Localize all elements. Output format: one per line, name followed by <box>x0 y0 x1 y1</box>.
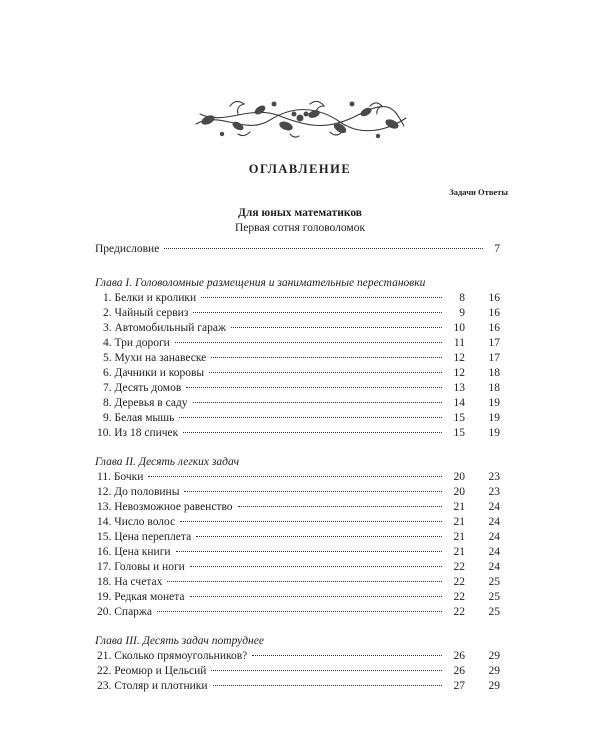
part-subtitle: Первая сотня головоломок <box>234 222 366 234</box>
columns-header: Задачи Ответы <box>449 187 508 197</box>
task-page: 21 <box>453 546 465 558</box>
toc-item-label: 13. Невозможное равенство <box>97 501 233 513</box>
dot-leader <box>211 357 442 358</box>
toc-item-label: 16. Цена книги <box>97 546 171 558</box>
table-of-contents <box>95 242 500 694</box>
dot-leader <box>176 551 442 552</box>
answer-page: 16 <box>488 307 500 319</box>
toc-row[interactable] <box>95 560 500 575</box>
chapter-title: Глава III. Десять задач потруднее <box>95 635 264 647</box>
dot-leader <box>193 402 442 403</box>
toc-row[interactable] <box>95 336 500 351</box>
answer-page: 25 <box>488 576 500 588</box>
task-page: 22 <box>453 606 465 618</box>
toc-row[interactable] <box>95 500 500 515</box>
toc-row[interactable] <box>95 366 500 381</box>
preface-label: Предисловие <box>95 243 160 255</box>
dot-leader <box>252 655 442 656</box>
toc-item-label: 8. Деревья в саду <box>103 397 188 409</box>
task-page: 14 <box>453 397 465 409</box>
task-page: 12 <box>453 367 465 379</box>
toc-item-label: 19. Редкая монета <box>97 591 185 603</box>
toc-item-label: 21. Сколько прямоугольников? <box>97 650 248 662</box>
toc-row[interactable] <box>95 515 500 530</box>
answer-page: 24 <box>488 516 500 528</box>
dot-leader <box>190 566 442 567</box>
toc-item-label: 17. Головы и ноги <box>97 561 185 573</box>
chapter-3 <box>95 634 500 694</box>
answer-page: 29 <box>488 665 500 677</box>
dot-leader <box>186 387 442 388</box>
dot-leader <box>148 476 442 477</box>
task-page: 20 <box>453 486 465 498</box>
chapter-title: Глава I. Головоломные размещения и занимательные перестановки <box>95 277 426 289</box>
toc-item-label: 7. Десять домов <box>103 382 182 394</box>
preface-page: 7 <box>494 243 500 255</box>
answer-page: 17 <box>488 337 500 349</box>
dot-leader <box>180 521 442 522</box>
preface-row[interactable] <box>95 242 500 258</box>
dot-leader <box>213 685 443 686</box>
toc-item-label: 11. Бочки <box>97 471 144 483</box>
toc-row[interactable] <box>95 605 500 620</box>
task-page: 10 <box>453 322 465 334</box>
chapter-title: Глава II. Десять легких задач <box>95 456 240 468</box>
toc-row[interactable] <box>95 426 500 441</box>
dot-leader <box>167 581 442 582</box>
task-page: 22 <box>453 591 465 603</box>
task-page: 11 <box>453 337 465 349</box>
toc-item-label: 9. Белая мышь <box>103 412 175 424</box>
task-page: 26 <box>453 665 465 677</box>
part-title: Для юных математиков <box>237 207 363 219</box>
answer-page: 24 <box>488 531 500 543</box>
toc-item-label: 15. Цена переплета <box>97 531 192 543</box>
answer-page: 16 <box>488 292 500 304</box>
chapter-2 <box>95 455 500 620</box>
answer-page: 25 <box>488 591 500 603</box>
task-page: 9 <box>459 307 465 319</box>
answer-page: 23 <box>488 486 500 498</box>
toc-row[interactable] <box>95 321 500 336</box>
dot-leader <box>179 417 442 418</box>
toc-item-label: 14. Число волос <box>97 516 176 528</box>
toc-row[interactable] <box>95 381 500 396</box>
toc-row[interactable] <box>95 590 500 605</box>
toc-item-label: 1. Белки и кролики <box>103 292 197 304</box>
toc-row[interactable] <box>95 396 500 411</box>
answer-page: 29 <box>488 650 500 662</box>
toc-row[interactable] <box>95 485 500 500</box>
toc-row[interactable] <box>95 649 500 664</box>
task-page: 21 <box>453 501 465 513</box>
toc-row[interactable] <box>95 470 500 485</box>
toc-item-label: 5. Мухи на занавеске <box>103 352 207 364</box>
toc-row[interactable] <box>95 291 500 306</box>
task-page: 12 <box>453 352 465 364</box>
answer-page: 24 <box>488 546 500 558</box>
toc-row[interactable] <box>95 351 500 366</box>
toc-item-label: 12. До половины <box>97 486 180 498</box>
toc-item-label: 10. Из 18 спичек <box>97 427 179 439</box>
dot-leader <box>190 596 442 597</box>
answer-page: 18 <box>488 367 500 379</box>
dot-leader <box>157 611 442 612</box>
answer-page: 25 <box>488 606 500 618</box>
toc-row[interactable] <box>95 575 500 590</box>
dot-leader <box>238 506 442 507</box>
dot-leader <box>211 670 442 671</box>
toc-row[interactable] <box>95 679 500 694</box>
chapter-1 <box>95 276 500 441</box>
toc-item-label: 22. Реомюр и Цельсий <box>97 665 207 677</box>
toc-row[interactable] <box>95 545 500 560</box>
toc-row[interactable] <box>95 530 500 545</box>
toc-item-label: 23. Столяр и плотники <box>97 680 208 692</box>
dot-leader <box>196 536 442 537</box>
task-page: 15 <box>453 412 465 424</box>
toc-item-label: 20. Спаржа <box>97 606 152 618</box>
dot-leader <box>231 327 442 328</box>
task-page: 22 <box>453 561 465 573</box>
answer-page: 23 <box>488 471 500 483</box>
answer-page: 29 <box>488 680 500 692</box>
answer-page: 19 <box>488 427 500 439</box>
task-page: 15 <box>453 427 465 439</box>
answer-page: 17 <box>488 352 500 364</box>
task-page: 21 <box>453 516 465 528</box>
answer-page: 19 <box>488 412 500 424</box>
dot-leader <box>175 342 442 343</box>
task-page: 22 <box>453 576 465 588</box>
task-page: 26 <box>453 650 465 662</box>
floral-ornament-icon <box>190 96 412 142</box>
dot-leader <box>164 248 483 249</box>
toc-item-label: 2. Чайный сервиз <box>103 307 189 319</box>
dot-leader <box>193 312 442 313</box>
dot-leader <box>184 491 442 492</box>
task-page: 20 <box>453 471 465 483</box>
toc-row[interactable] <box>95 306 500 321</box>
toc-item-label: 6. Дачники и коровы <box>103 367 205 379</box>
toc-item-label: 18. На счетах <box>97 576 163 588</box>
answer-page: 24 <box>488 501 500 513</box>
task-page: 21 <box>453 531 465 543</box>
toc-title: ОГЛАВЛЕНИЕ <box>248 162 352 176</box>
answer-page: 16 <box>488 322 500 334</box>
toc-item-label: 3. Автомобильный гараж <box>103 322 226 334</box>
dot-leader <box>201 297 442 298</box>
task-page: 8 <box>459 292 465 304</box>
answer-page: 24 <box>488 561 500 573</box>
task-page: 27 <box>453 680 465 692</box>
toc-row[interactable] <box>95 664 500 679</box>
toc-row[interactable] <box>95 411 500 426</box>
dot-leader <box>209 372 442 373</box>
toc-item-label: 4. Три дороги <box>103 337 170 349</box>
task-page: 13 <box>453 382 465 394</box>
answer-page: 18 <box>488 382 500 394</box>
dot-leader <box>183 432 442 433</box>
answer-page: 19 <box>488 397 500 409</box>
